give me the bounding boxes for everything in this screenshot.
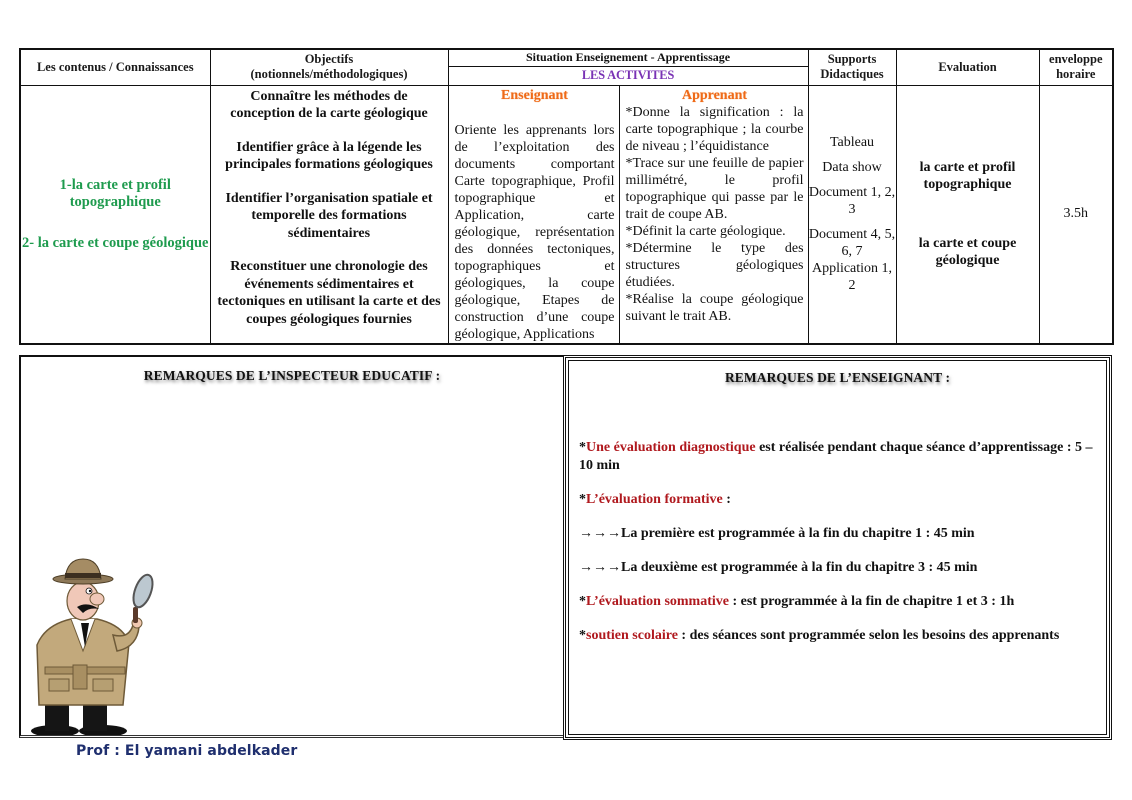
objectif-item: Reconstituer une chronologie des événements sédimentaires et tectoniques en utilisant la carte et des coupes géologiques fournies <box>217 259 441 327</box>
objectif-item: Connaître les méthodes de conception de la carte géologique <box>230 88 428 121</box>
note-text: : des séances sont programmée selon les besoins des apprenants <box>677 628 1060 643</box>
note-highlight: L’évaluation sommative <box>586 594 729 609</box>
contenu-item: 2- la carte et coupe géologique <box>22 234 209 251</box>
teacher-notes-list <box>579 439 1098 661</box>
cell-apprenant <box>619 85 808 344</box>
inspector-remarks-box <box>19 355 564 738</box>
header-situation: Situation Enseignement - Apprentissage <box>448 49 808 66</box>
note-text: : <box>722 492 731 507</box>
note-text: est réalisée pendant chaque séance d’apprentissage : 5 – 10 min <box>579 440 1093 473</box>
note-text: La première est programmée à la fin du chapitre 1 : 45 min <box>621 526 975 541</box>
lesson-plan-table <box>19 48 1114 345</box>
header-activites: LES ACTIVITES <box>448 66 808 85</box>
teacher-remarks-box <box>563 355 1112 740</box>
note-formative <box>579 491 1098 509</box>
header-horaire-line2: horaire <box>1056 67 1096 82</box>
objectif-item: Identifier l’organisation spatiale et temporelle des formations sédimentaires <box>225 190 433 241</box>
inspector-remarks-title: REMARQUES DE L’INSPECTEUR EDUCATIF : <box>143 368 441 383</box>
arrow-icon: →→→ <box>579 526 621 541</box>
header-objectifs-line1: Objectifs <box>304 52 354 67</box>
note-formative-second <box>579 559 1098 577</box>
cell-supports <box>808 85 896 344</box>
cell-evaluation <box>896 85 1039 344</box>
apprenant-title: Apprenant <box>681 87 748 103</box>
note-diagnostic <box>579 439 1098 475</box>
support-item: Document 1, 2, 3 <box>808 185 896 218</box>
cell-contenus <box>20 85 210 344</box>
cell-enseignant <box>448 85 619 344</box>
note-highlight: L’évaluation formative <box>586 492 723 507</box>
apprenant-item: *Trace sur une feuille de papier millimétré, le profil topographique qui passe par le trait de coupe AB. <box>625 155 804 222</box>
detective-icon <box>25 555 165 735</box>
objectif-item: Identifier grâce à la légende les principales formations géologiques <box>225 139 433 172</box>
support-item: Document 4, 5, 6, 7 Application 1, 2 <box>808 227 896 294</box>
apprenant-item: *Donne la signification : la carte topographique ; la courbe de niveau ; l’équidistance <box>625 104 804 154</box>
header-horaire-line1: enveloppe <box>1049 52 1103 67</box>
cell-objectifs <box>210 85 448 344</box>
header-supports <box>808 49 896 85</box>
note-formative-first <box>579 525 1098 543</box>
apprenant-item: *Détermine le type des structures géologiques étudiées. <box>625 240 804 290</box>
header-objectifs <box>210 49 448 85</box>
header-objectifs-line2: (notionnels/méthodologiques) <box>250 67 408 82</box>
note-prefix: * <box>579 440 586 455</box>
header-supports-line1: Supports <box>827 52 877 67</box>
author-signature: Prof : El yamani abdelkader <box>76 743 298 759</box>
header-horaire <box>1039 49 1113 85</box>
note-soutien <box>579 627 1098 645</box>
evaluation-item: la carte et profil topographique <box>919 159 1016 193</box>
apprenant-item: *Définit la carte géologique. <box>625 223 786 239</box>
contenu-item: 1-la carte et profil topographique <box>59 176 171 210</box>
note-highlight: soutien scolaire <box>586 628 678 643</box>
header-supports-line2: Didactiques <box>820 67 884 82</box>
note-prefix: * <box>579 594 586 609</box>
enseignant-title: Enseignant <box>501 87 568 103</box>
apprenant-item: *Réalise la coupe géologique suivant le trait AB. <box>625 291 804 324</box>
teacher-remarks-inner <box>568 360 1107 735</box>
note-prefix: * <box>579 628 586 643</box>
note-text: : est programmée à la fin de chapitre 1 et 3 : 1h <box>728 594 1015 609</box>
arrow-icon: →→→ <box>579 560 621 575</box>
teacher-remarks-title: REMARQUES DE L’ENSEIGNANT : <box>724 370 951 385</box>
note-highlight: Une évaluation diagnostique <box>586 440 756 455</box>
header-contenus: Les contenus / Connaissances <box>20 49 210 85</box>
header-evaluation: Evaluation <box>896 49 1039 85</box>
note-prefix: * <box>579 492 586 507</box>
note-sommative <box>579 593 1098 611</box>
cell-horaire: 3.5h <box>1039 85 1113 344</box>
support-item: Data show <box>822 160 882 176</box>
evaluation-item: la carte et coupe géologique <box>918 235 1017 269</box>
note-text: La deuxième est programmée à la fin du chapitre 3 : 45 min <box>621 560 978 575</box>
support-item: Tableau <box>829 135 875 151</box>
enseignant-text: Oriente les apprenants lors de l’exploitation des documents comportant Carte topographique, Profil topographique et Application, carte géologique, représentation des données tectoniques, topographiques et géologiques, la coupe géologique, Etapes de construction d’une coupe géologique, Applications <box>454 122 615 342</box>
